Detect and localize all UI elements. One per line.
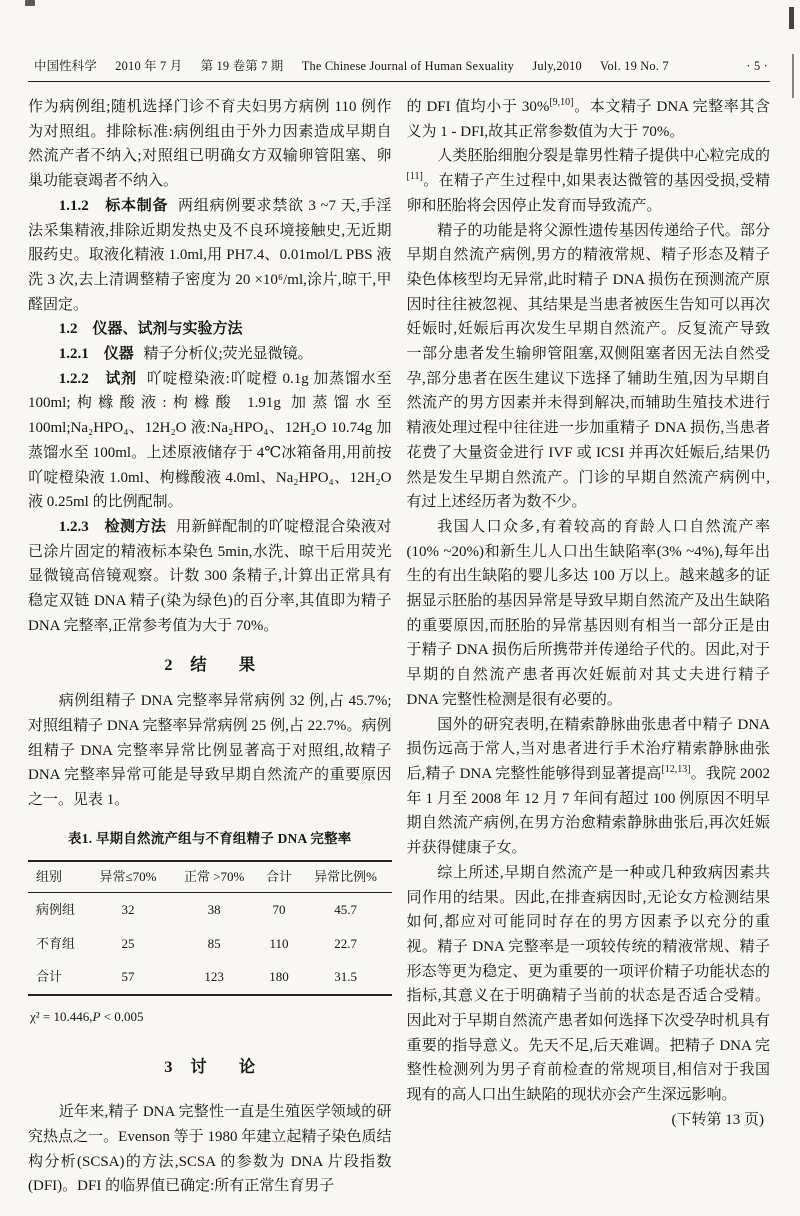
- cell-value: 32: [121, 901, 135, 917]
- section-number: 2: [164, 656, 173, 675]
- continued-on-page-note: (下转第 13 页): [671, 1111, 764, 1128]
- section-title: 结 果: [190, 656, 256, 675]
- column-header: 合计: [258, 861, 299, 892]
- volume-number-en: Vol. 19 No. 7: [599, 59, 669, 73]
- paragraph: 精子的功能是将父源性遗传基因传递给子代。部分早期自然流产病例,男方的精液常规、精子形态及精子染色体核型均无异常,此时精子 DNA 损伤在预测流产原因时往往被忽视、其结果是当患者被医生告知可以再次妊娠时,妊娠后再次发生早期自然流产。反复流产导致一部分患者发生输卵管阻塞,双侧阻塞者因无法自然受孕,部分患者在医生建议下选择了辅助生殖,因为早期自然流产的男方因素并未得到解决,而辅助生殖技术进行精液处理过程中往往进一步加重精子 DNA 损伤,当患者花费了大量资金进行 IVF 或 ICSI 并再次妊娠后,结果仍然是发生早期自然流产。门诊的早期自然流产病例中,有过上述经历者为数不少。: [406, 222, 770, 511]
- section-heading-results: [28, 653, 392, 678]
- paragraph-text: 的 DFI 值均小于 30%: [406, 99, 550, 115]
- chi-square-statistic: χ² = 10.446,: [30, 1008, 93, 1024]
- right-column: [407, 95, 771, 1199]
- page-number: · 5 ·: [746, 59, 768, 73]
- column-header: 异常比例%: [300, 861, 392, 892]
- cell-value: 123: [204, 969, 224, 985]
- cell-value: 70: [272, 901, 286, 917]
- cell-value: 45.7: [334, 901, 357, 917]
- paragraph-text: 。本文精子 DNA 完整率其含义为 1 - DFI,故其正常参数值为大于 70%。: [406, 99, 770, 140]
- table-row: [28, 927, 392, 961]
- paragraph: 综上所述,早期自然流产是一种或几种致病因素共同作用的结果。因此,在排查病因时,无论女方检测结果如何,都应对可能同时存在的男方因素予以充分的重视。精子 DNA 完整率是一项较传统的精液常规、精子形态等更为稳定、更为重要的一项评价精子功能状态的指标,其意义在于明确精子当前的状态是否适合受精。因此对于早期自然流产患者如何选择下次受孕时机具有重要的指导意义。先天不足,后天难调。把精子 DNA 完整性检测列为男子育前检查的常规项目,相信对于我国现有的高人口出生缺陷的现状亦会产生深远影响。: [406, 864, 770, 1104]
- cell-value: 57: [121, 969, 135, 985]
- paragraph-text: 精子分析仪;荧光显微镜。: [143, 346, 313, 363]
- table-1-title: 表1. 早期自然流产组与不育组精子 DNA 完整率: [68, 830, 352, 846]
- cell-group: 不育组: [36, 935, 76, 951]
- citation-reference: [12,13]: [661, 763, 691, 775]
- cell-group: 合计: [36, 969, 63, 985]
- table-1: [28, 860, 392, 995]
- section-title: 讨 论: [190, 1058, 256, 1077]
- cell-value: 25: [121, 935, 135, 951]
- section-1-2-1: [28, 342, 392, 367]
- cell-value: 22.7: [334, 935, 357, 951]
- scan-artifact: [25, 0, 35, 6]
- paragraph-continuation: 作为病例组;随机选择门诊不育夫妇男方病例 110 例作为对照组。排除标准:病例组由于外力因素造成早期自然流产者不纳入;对照组已明确女方双输卵管阻塞、卵巢功能衰竭者不纳入。: [28, 99, 392, 190]
- paragraph: 我国人口众多,有着较高的育龄人口自然流产率(10% ~20%)和新生儿人口出生缺陷率(3% ~4%),每年出生的有出生缺陷的婴儿多达 100 万以上。越来越多的证据显示胚胎的基因异常是导致早期自然流产及出生缺陷的重要原因,而胚胎的异常基因则有相当一部分正是由于精子 DNA 损伤后所携带并传递给子代的。因此,对于早期的自然流产患者再次妊娠前对其丈夫进行精子 DNA 完整性检测是很有必要的。: [406, 518, 770, 708]
- cell-value: 180: [269, 969, 289, 985]
- subsection-heading-1-2-3: 1.2.3 检测方法: [58, 518, 167, 535]
- section-1-2-3: [28, 515, 392, 639]
- issue-number-cn: 第 19 卷第 7 期: [200, 59, 284, 73]
- cell-group: 病例组: [36, 901, 76, 917]
- column-header: 异常≤70%: [86, 861, 170, 892]
- p-value: < 0.005: [100, 1008, 144, 1024]
- issue-date-cn: 2010 年 7 月: [115, 59, 183, 73]
- table-row: [28, 960, 392, 995]
- two-column-body: [28, 95, 770, 1199]
- cell-value: 110: [269, 935, 289, 951]
- running-head-journal-info: [34, 56, 669, 74]
- column-header: 正常 >70%: [170, 861, 259, 892]
- scan-artifact: [792, 54, 794, 98]
- section-number: 3: [164, 1058, 173, 1077]
- paragraph-text: 吖啶橙染液:吖啶橙 0.1g 加蒸馏水至 100ml;枸橼酸液:枸橼酸 1.91g 加蒸馏水至 100ml;Na₂HPO₄、12H₂O 液:Na₂HPO₄、12H₂O 10.74g 加蒸馏水至 100ml。上述原液储存于 4℃冰箱备用,用前按吖啶橙染液 1.0ml、枸橼酸液 4.0ml、Na₂HPO₄、12H₂O 液 0.25ml 的比例配制。: [28, 370, 392, 511]
- journal-name-en: The Chinese Journal of Human Sexuality: [301, 59, 515, 73]
- table-1-header: [28, 861, 392, 892]
- scan-artifact: [789, 7, 794, 29]
- results-paragraph: 病例组精子 DNA 完整率异常病例 32 例,占 45.7%;对照组精子 DNA 完整率异常病例 25 例,占 22.7%。病例组精子 DNA 完整率异常比例显著高于对照组,故精子 DNA 完整率异常可能是导致早期自然流产的重要原因之一。见表 1。: [28, 693, 392, 808]
- discussion-paragraph: 近年来,精子 DNA 完整性一直是生殖医学领域的研究热点之一。Evenson 等于 1980 年建立起精子染色质结构分析(SCSA)的方法,SCSA 的参数为 DNA 片段指数(DFI)。DFI 的临界值已确定:所有正常生育男子: [28, 1104, 392, 1195]
- citation-reference: [11]: [406, 171, 423, 183]
- paragraph: [407, 144, 771, 218]
- paragraph-continuation: [407, 95, 771, 144]
- section-heading-discussion: [28, 1055, 392, 1080]
- paragraph-text: 。在精子产生过程中,如果表达微管的基因受损,受精卵和胚胎将会因停止发育而导致流产。: [406, 173, 770, 214]
- paragraph: [407, 713, 771, 861]
- subsection-heading-1-2-2: 1.2.2 试剂: [58, 370, 137, 387]
- section-1-1-2: [28, 194, 392, 318]
- cell-value: 85: [207, 935, 221, 951]
- citation-reference: [9,10]: [549, 97, 574, 108]
- running-head: [28, 56, 770, 82]
- section-1-2-2: [28, 367, 392, 515]
- table-1-footnote: [28, 1005, 392, 1030]
- subsection-heading-1-2-1: 1.2.1 仪器: [58, 346, 134, 363]
- paragraph-text: 国外的研究表明,在精索静脉曲张患者中精子 DNA 损伤远高于常人,当对患者进行手术治疗精索静脉曲张后,精子 DNA 完整性能够得到显著提高: [406, 716, 770, 782]
- p-symbol: P: [92, 1008, 101, 1024]
- paragraph-text: 用新鲜配制的吖啶橙混合染液对已涂片固定的精液标本染色 5min,水洗、晾干后用荧光显微镜高倍镜观察。计数 300 条精子,计算出正常具有稳定双链 DNA 精子(染为绿色)的百分率,其值即为精子 DNA 完整率,正常参考值为大于 70%。: [28, 518, 392, 634]
- issue-date-en: July,2010: [532, 59, 582, 73]
- paragraph-text: 。我院 2002 年 1 月至 2008 年 12 月 7 年间有超过 100 例原因不明早期自然流产病例,在男方治愈精索静脉曲张后,再次妊娠并获得健康子女。: [406, 765, 770, 857]
- journal-name-cn: 中国性科学: [34, 59, 97, 73]
- paragraph-text: 两组病例要求禁欲 3 ~7 天,手淫法采集精液,排除近期发热史及不良环境接触史,无近期服药史。取液化精液 1.0ml,用 PH7.4、0.01mol/L PBS 液洗 3 次,去上清调整精子密度为 20 ×10⁶/ml,涂片,晾干,甲醛固定。: [28, 197, 392, 313]
- left-column: [28, 95, 392, 1199]
- paragraph-text: 人类胚胎细胞分裂是靠男性精子提供中心粒完成的: [437, 148, 770, 165]
- table-1-block: [28, 827, 392, 1030]
- table-row: [28, 892, 392, 926]
- subsection-heading-1-2: 1.2 仪器、试剂与实验方法: [58, 321, 243, 338]
- cell-value: 31.5: [334, 969, 357, 985]
- cell-value: 38: [207, 901, 221, 917]
- subsection-heading-1-1-2: 1.1.2 标本制备: [58, 197, 169, 214]
- column-header: 组别: [28, 861, 86, 892]
